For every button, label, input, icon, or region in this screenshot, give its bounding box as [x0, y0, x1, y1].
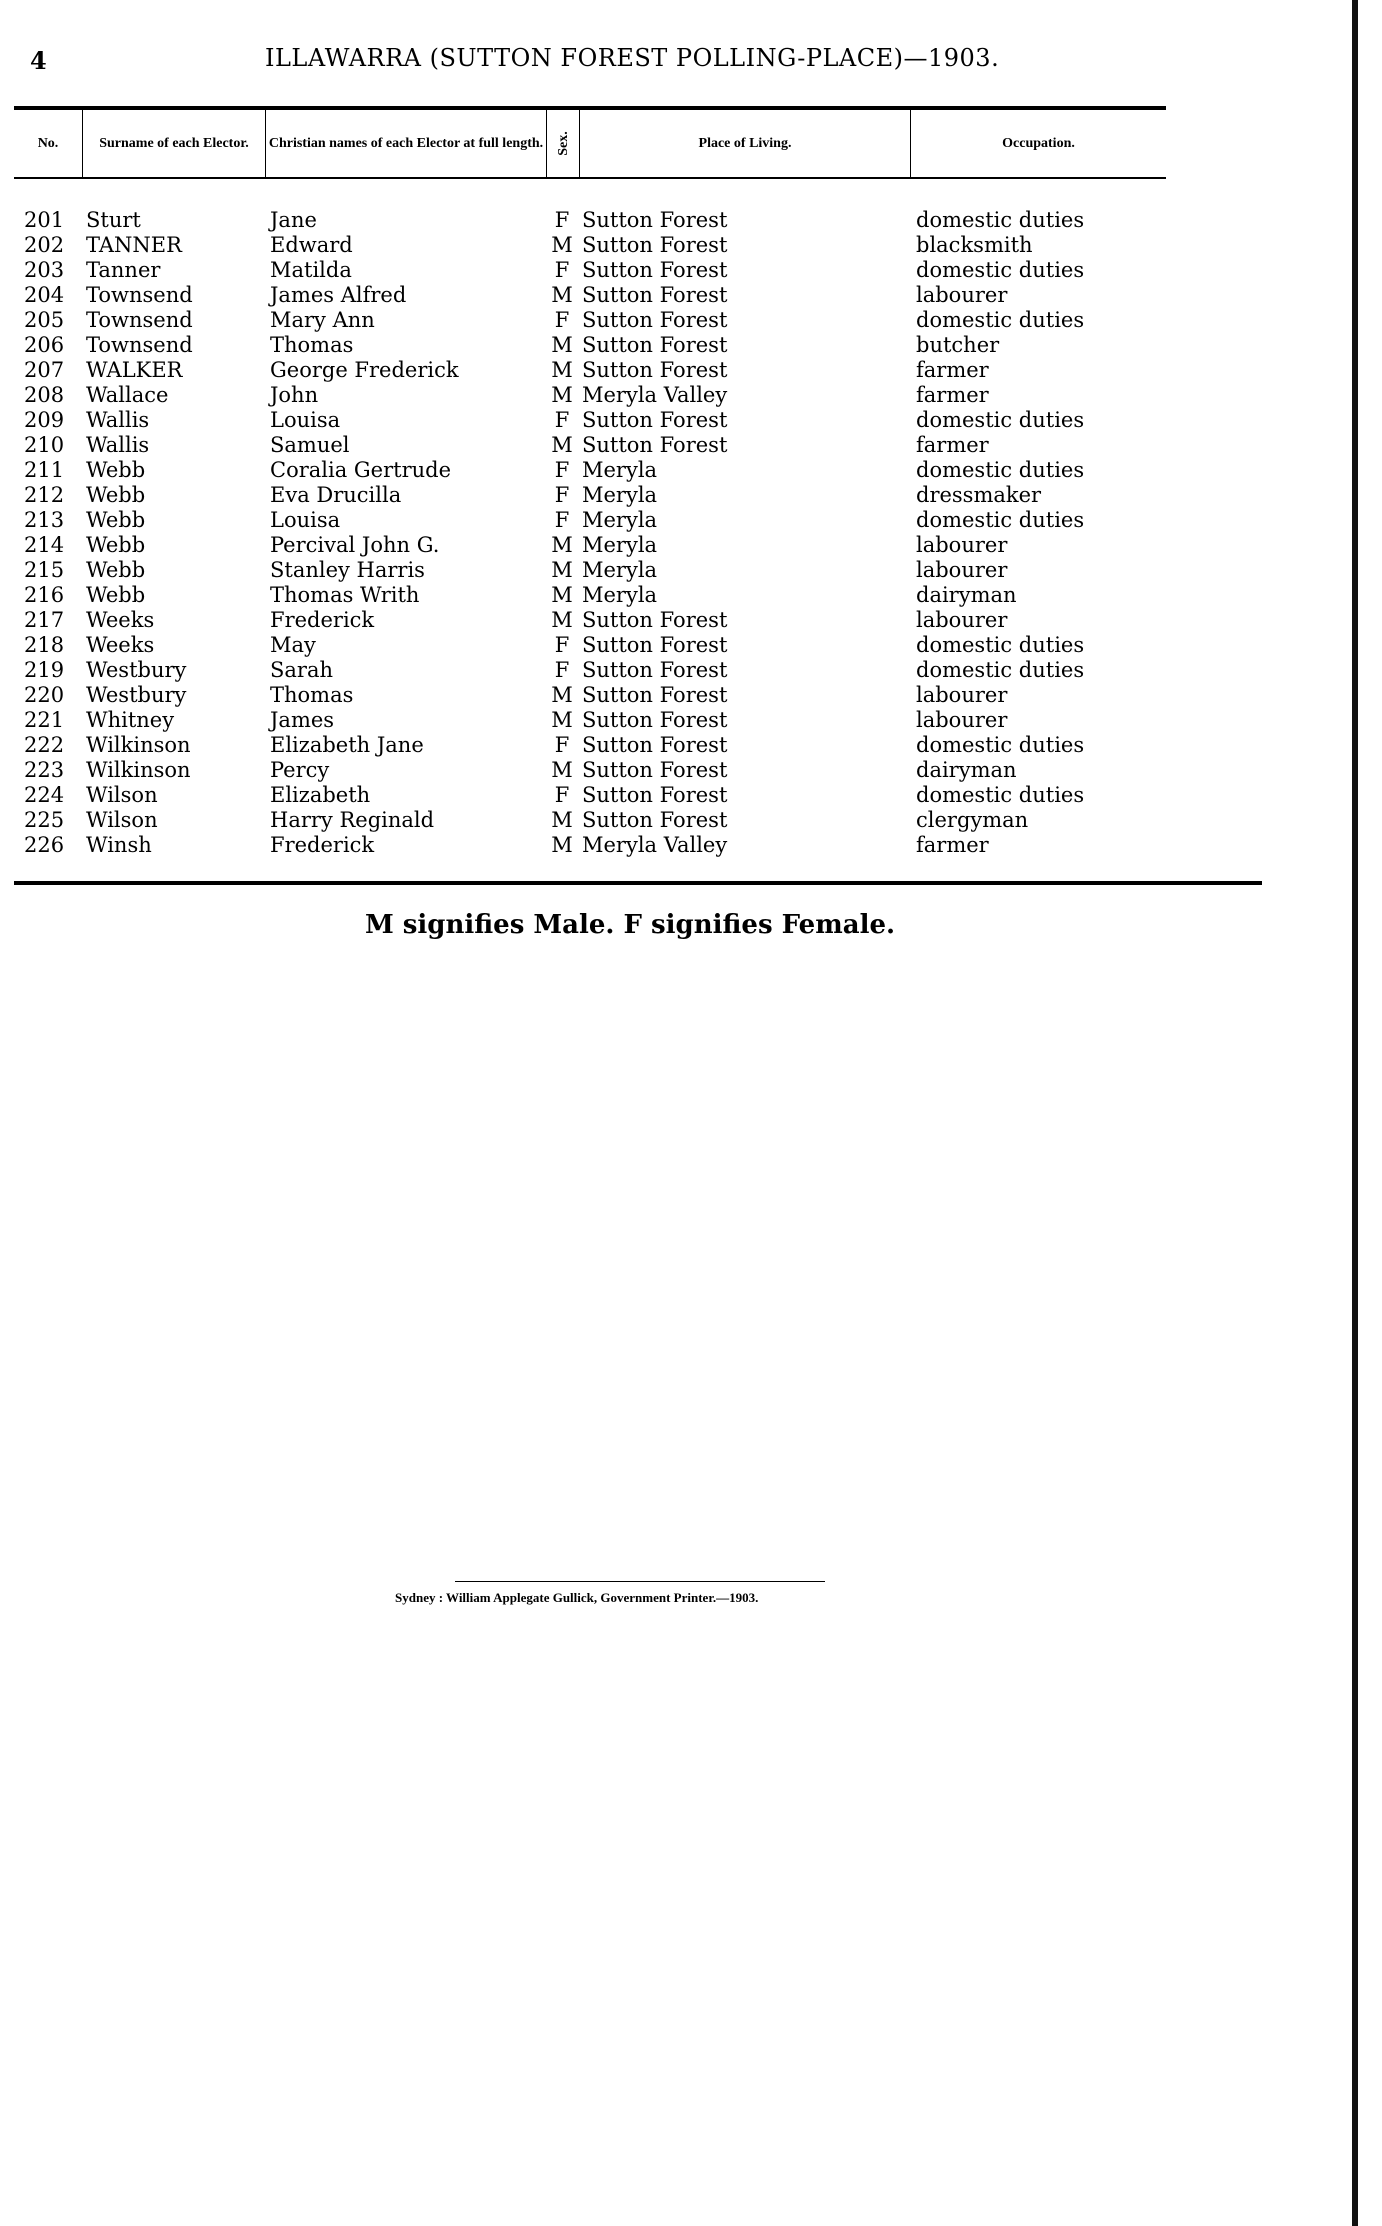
- page-title: ILLAWARRA (SUTTON FOREST POLLING-PLACE)—1903.: [265, 44, 1000, 72]
- elector-number: 213: [24, 508, 65, 532]
- table-row: [0, 558, 1300, 583]
- elector-occupation: blacksmith: [916, 233, 1033, 257]
- table-row: [0, 258, 1300, 283]
- elector-occupation: labourer: [916, 533, 1008, 557]
- elector-number: 208: [24, 383, 65, 407]
- elector-christian-names: Percival John G.: [270, 533, 440, 557]
- elector-place: Sutton Forest: [582, 433, 728, 457]
- header-occupation: Occupation.: [1002, 136, 1075, 151]
- elector-christian-names: Stanley Harris: [270, 558, 425, 582]
- table-row: [0, 233, 1300, 258]
- table-row: [0, 283, 1300, 308]
- elector-number: 202: [24, 233, 65, 257]
- elector-christian-names: James: [270, 708, 335, 732]
- elector-number: 211: [24, 458, 65, 482]
- table-bottom-rule: [14, 881, 1262, 885]
- elector-place: Sutton Forest: [582, 258, 728, 282]
- elector-place: Sutton Forest: [582, 683, 728, 707]
- table-row: [0, 483, 1300, 508]
- elector-christian-names: Coralia Gertrude: [270, 458, 452, 482]
- table-row: [0, 808, 1300, 833]
- table-row: [0, 208, 1300, 233]
- elector-sex: M: [551, 583, 573, 607]
- elector-surname: Westbury: [86, 658, 187, 682]
- elector-surname: Winsh: [86, 833, 152, 857]
- elector-christian-names: Louisa: [270, 508, 341, 532]
- elector-surname: Webb: [86, 508, 146, 532]
- elector-sex: M: [551, 333, 573, 357]
- elector-place: Sutton Forest: [582, 733, 728, 757]
- table-row: [0, 633, 1300, 658]
- elector-sex: F: [554, 208, 570, 232]
- elector-sex: M: [551, 608, 573, 632]
- elector-christian-names: Eva Drucilla: [270, 483, 402, 507]
- elector-sex: M: [551, 233, 573, 257]
- elector-christian-names: Mary Ann: [270, 308, 375, 332]
- elector-sex: F: [554, 483, 570, 507]
- elector-occupation: domestic duties: [916, 658, 1085, 682]
- elector-number: 203: [24, 258, 65, 282]
- elector-sex: M: [551, 433, 573, 457]
- elector-number: 217: [24, 608, 65, 632]
- elector-surname: Tanner: [86, 258, 161, 282]
- table-row: [0, 333, 1300, 358]
- elector-place: Sutton Forest: [582, 783, 728, 807]
- elector-place: Sutton Forest: [582, 283, 728, 307]
- elector-place: Sutton Forest: [582, 658, 728, 682]
- elector-occupation: labourer: [916, 283, 1008, 307]
- elector-list: [0, 208, 1300, 858]
- table-row: [0, 433, 1300, 458]
- table-row: [0, 408, 1300, 433]
- elector-place: Sutton Forest: [582, 608, 728, 632]
- elector-occupation: farmer: [916, 433, 989, 457]
- elector-surname: Wilson: [86, 783, 158, 807]
- elector-occupation: domestic duties: [916, 633, 1085, 657]
- table-row: [0, 458, 1300, 483]
- elector-place: Meryla: [582, 558, 658, 582]
- elector-christian-names: Elizabeth Jane: [270, 733, 424, 757]
- elector-christian-names: Thomas: [270, 683, 354, 707]
- elector-christian-names: Elizabeth: [270, 783, 371, 807]
- elector-christian-names: May: [270, 633, 316, 657]
- elector-sex: M: [551, 808, 573, 832]
- elector-surname: Webb: [86, 533, 146, 557]
- elector-christian-names: Thomas Writh: [270, 583, 420, 607]
- elector-occupation: labourer: [916, 683, 1008, 707]
- elector-place: Meryla: [582, 508, 658, 532]
- elector-surname: Webb: [86, 483, 146, 507]
- elector-sex: F: [554, 658, 570, 682]
- elector-christian-names: Thomas: [270, 333, 354, 357]
- elector-number: 215: [24, 558, 65, 582]
- elector-christian-names: Sarah: [270, 658, 333, 682]
- elector-occupation: farmer: [916, 358, 989, 382]
- table-row: [0, 733, 1300, 758]
- elector-sex: F: [554, 258, 570, 282]
- elector-number: 214: [24, 533, 65, 557]
- elector-surname: Webb: [86, 558, 146, 582]
- elector-christian-names: Frederick: [270, 833, 375, 857]
- elector-sex: M: [551, 683, 573, 707]
- elector-place: Sutton Forest: [582, 233, 728, 257]
- elector-sex: F: [554, 633, 570, 657]
- elector-place: Sutton Forest: [582, 758, 728, 782]
- elector-surname: Wallis: [86, 408, 150, 432]
- elector-number: 221: [24, 708, 65, 732]
- elector-place: Meryla: [582, 533, 658, 557]
- elector-surname: Sturt: [86, 208, 141, 232]
- elector-occupation: labourer: [916, 708, 1008, 732]
- elector-surname: Wilkinson: [86, 733, 191, 757]
- table-row: [0, 383, 1300, 408]
- header-bottom-rule: [14, 177, 1166, 179]
- elector-number: 209: [24, 408, 65, 432]
- table-row: [0, 758, 1300, 783]
- elector-surname: Whitney: [86, 708, 175, 732]
- header-sex-label: Sex.: [555, 131, 571, 156]
- elector-sex: M: [551, 758, 573, 782]
- table-row: [0, 308, 1300, 333]
- elector-christian-names: John: [270, 383, 319, 407]
- elector-sex: F: [554, 733, 570, 757]
- elector-number: 219: [24, 658, 65, 682]
- elector-christian-names: George Frederick: [270, 358, 459, 382]
- elector-christian-names: Louisa: [270, 408, 341, 432]
- elector-surname: Townsend: [86, 283, 193, 307]
- elector-sex: F: [554, 408, 570, 432]
- elector-occupation: labourer: [916, 608, 1008, 632]
- elector-occupation: domestic duties: [916, 208, 1085, 232]
- elector-surname: Wilson: [86, 808, 158, 832]
- elector-occupation: domestic duties: [916, 258, 1085, 282]
- elector-number: 204: [24, 283, 65, 307]
- elector-sex: M: [551, 558, 573, 582]
- elector-occupation: domestic duties: [916, 733, 1085, 757]
- header-place: Place of Living.: [698, 136, 792, 151]
- elector-surname: Webb: [86, 458, 146, 482]
- elector-christian-names: Harry Reginald: [270, 808, 435, 832]
- table-row: [0, 583, 1300, 608]
- elector-number: 225: [24, 808, 65, 832]
- elector-occupation: domestic duties: [916, 308, 1085, 332]
- elector-occupation: domestic duties: [916, 408, 1085, 432]
- elector-surname: Weeks: [86, 608, 155, 632]
- elector-christian-names: Edward: [270, 233, 353, 257]
- elector-christian-names: Frederick: [270, 608, 375, 632]
- elector-sex: M: [551, 708, 573, 732]
- elector-number: 207: [24, 358, 65, 382]
- elector-place: Sutton Forest: [582, 208, 728, 232]
- table-row: [0, 358, 1300, 383]
- elector-place: Meryla: [582, 583, 658, 607]
- elector-surname: Westbury: [86, 683, 187, 707]
- elector-number: 223: [24, 758, 65, 782]
- elector-surname: Weeks: [86, 633, 155, 657]
- elector-sex: F: [554, 508, 570, 532]
- elector-number: 224: [24, 783, 65, 807]
- elector-sex: F: [554, 308, 570, 332]
- elector-christian-names: Samuel: [270, 433, 350, 457]
- elector-place: Sutton Forest: [582, 633, 728, 657]
- elector-sex: M: [551, 533, 573, 557]
- elector-christian-names: Jane: [270, 208, 317, 232]
- elector-occupation: domestic duties: [916, 783, 1085, 807]
- elector-surname: Townsend: [86, 308, 193, 332]
- elector-surname: Townsend: [86, 333, 193, 357]
- printer-rule: [455, 1581, 825, 1582]
- table-row: [0, 508, 1300, 533]
- elector-number: 216: [24, 583, 65, 607]
- elector-occupation: domestic duties: [916, 458, 1085, 482]
- elector-sex: M: [551, 283, 573, 307]
- elector-surname: Wilkinson: [86, 758, 191, 782]
- elector-christian-names: Matilda: [270, 258, 352, 282]
- table-row: [0, 658, 1300, 683]
- elector-number: 222: [24, 733, 65, 757]
- elector-occupation: labourer: [916, 558, 1008, 582]
- elector-number: 206: [24, 333, 65, 357]
- elector-place: Meryla Valley: [582, 833, 728, 857]
- elector-christian-names: Percy: [270, 758, 330, 782]
- elector-occupation: farmer: [916, 383, 989, 407]
- elector-number: 226: [24, 833, 65, 857]
- elector-sex: M: [551, 833, 573, 857]
- elector-place: Meryla: [582, 483, 658, 507]
- page-edge-border: [1352, 0, 1358, 2226]
- table-row: [0, 708, 1300, 733]
- elector-place: Sutton Forest: [582, 358, 728, 382]
- table-row: [0, 833, 1300, 858]
- elector-number: 205: [24, 308, 65, 332]
- elector-surname: Wallace: [86, 383, 169, 407]
- page-number: 4: [30, 46, 47, 75]
- elector-surname: WALKER: [86, 358, 183, 382]
- elector-number: 218: [24, 633, 65, 657]
- elector-christian-names: James Alfred: [270, 283, 407, 307]
- elector-occupation: dressmaker: [916, 483, 1042, 507]
- elector-place: Meryla Valley: [582, 383, 728, 407]
- table-row: [0, 683, 1300, 708]
- elector-occupation: domestic duties: [916, 508, 1085, 532]
- printer-imprint: Sydney : William Applegate Gullick, Government Printer.—1903.: [395, 1590, 759, 1605]
- elector-sex: M: [551, 358, 573, 382]
- header-surname: Surname of each Elector.: [99, 136, 249, 151]
- elector-number: 210: [24, 433, 65, 457]
- table-row: [0, 783, 1300, 808]
- elector-sex: F: [554, 783, 570, 807]
- header-christian-names: Christian names of each Elector at full length.: [268, 136, 544, 151]
- sex-legend: M signifies Male. F signifies Female.: [364, 910, 896, 940]
- elector-place: Sutton Forest: [582, 408, 728, 432]
- elector-surname: Wallis: [86, 433, 150, 457]
- elector-sex: M: [551, 383, 573, 407]
- elector-occupation: dairyman: [916, 758, 1017, 782]
- elector-number: 220: [24, 683, 65, 707]
- elector-occupation: clergyman: [916, 808, 1029, 832]
- elector-place: Meryla: [582, 458, 658, 482]
- table-row: [0, 533, 1300, 558]
- elector-place: Sutton Forest: [582, 308, 728, 332]
- elector-occupation: farmer: [916, 833, 989, 857]
- header-no: No.: [37, 136, 59, 151]
- elector-surname: TANNER: [86, 233, 182, 257]
- elector-place: Sutton Forest: [582, 808, 728, 832]
- elector-occupation: dairyman: [916, 583, 1017, 607]
- elector-number: 201: [24, 208, 65, 232]
- elector-occupation: butcher: [916, 333, 1000, 357]
- elector-place: Sutton Forest: [582, 708, 728, 732]
- table-row: [0, 608, 1300, 633]
- elector-place: Sutton Forest: [582, 333, 728, 357]
- header-sex: [547, 110, 579, 177]
- elector-surname: Webb: [86, 583, 146, 607]
- elector-number: 212: [24, 483, 65, 507]
- elector-sex: F: [554, 458, 570, 482]
